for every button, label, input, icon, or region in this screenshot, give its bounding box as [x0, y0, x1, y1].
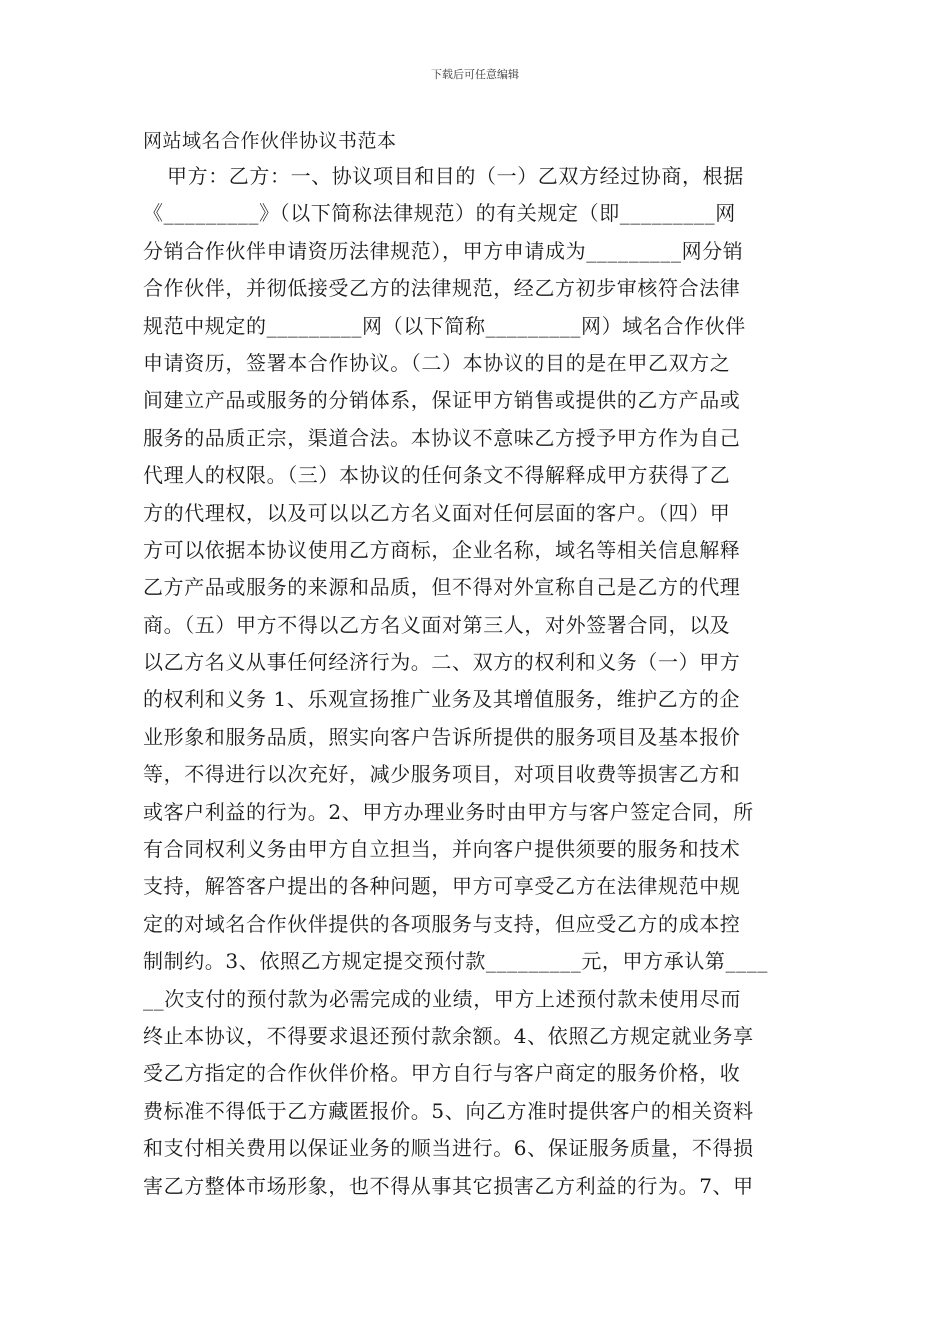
body-line: 方的代理权，以及可以以乙方名义面对任何层面的客户。（四）甲 — [143, 500, 731, 525]
body-line: 甲方：乙方：一、协议项目和目的（一）乙双方经过协商，根据 — [167, 164, 744, 188]
body-line: 或客户利益的行为。2、甲方办理业务时由甲方与客户签定合同，所 — [143, 799, 754, 824]
page-header: 下载后可任意编辑 — [431, 68, 519, 81]
document-title: 网站域名合作伙伴协议书范本 — [143, 130, 397, 152]
body-line: 的权利和义务 1、乐观宣扬推广业务及其增值服务，维护乙方的企 — [143, 687, 741, 712]
body-line: 定的对域名合作伙伴提供的各项服务与支持，但应受乙方的成本控 — [143, 911, 741, 936]
body-line: 方可以依据本协议使用乙方商标，企业名称，域名等相关信息解释 — [143, 537, 741, 562]
body-line: 业形象和服务品质，照实向客户告诉所提供的服务项目及基本报价 — [143, 724, 741, 749]
body-line: 受乙方指定的合作伙伴价格。甲方自行与客户商定的服务价格，收 — [143, 1061, 741, 1086]
body-line: 服务的品质正宗，渠道合法。本协议不意味乙方授予甲方作为自己 — [143, 425, 741, 450]
body-line: 规范中规定的_________网（以下简称_________网）域名合作伙伴 — [143, 313, 746, 338]
body-line: 等，不得进行以次充好，减少服务项目，对项目收费等损害乙方和 — [143, 762, 741, 787]
body-line: 商。（五）甲方不得以乙方名义面对第三人，对外签署合同，以及 — [143, 612, 731, 637]
body-line: 申请资历，签署本合作协议。（二）本协议的目的是在甲乙双方之 — [143, 350, 731, 375]
body-line: 制制约。3、依照乙方规定提交预付款_________元，甲方承认第____ — [143, 949, 768, 974]
body-line: 分销合作伙伴申请资历法律规范），甲方申请成为_________网分销 — [143, 238, 744, 263]
body-line: 以乙方名义从事任何经济行为。二、双方的权利和义务（一）甲方 — [143, 650, 741, 675]
document-body — [143, 158, 811, 1205]
body-line: 费标准不得低于乙方藏匿报价。5、向乙方准时提供客户的相关资料 — [143, 1098, 754, 1123]
body-line: __次支付的预付款为必需完成的业绩，甲方上述预付款未使用尽而 — [143, 986, 741, 1011]
body-line: 有合同权利义务由甲方自立担当，并向客户提供须要的服务和技术 — [143, 837, 741, 862]
body-line: 间建立产品或服务的分销体系，保证甲方销售或提供的乙方产品或 — [143, 388, 741, 413]
body-line: 害乙方整体市场形象，也不得从事其它损害乙方利益的行为。7、甲 — [143, 1173, 754, 1198]
body-line: 代理人的权限。（三）本协议的任何条文不得解释成甲方获得了乙 — [143, 463, 731, 488]
body-line: 乙方产品或服务的来源和品质，但不得对外宣称自己是乙方的代理 — [143, 575, 741, 600]
body-line: 合作伙伴，并彻低接受乙方的法律规范，经乙方初步审核符合法律 — [143, 276, 741, 301]
body-line: 和支付相关费用以保证业务的顺当进行。6、保证服务质量，不得损 — [143, 1136, 754, 1161]
body-line: 《_________》（以下简称法律规范）的有关规定（即_________网 — [143, 201, 736, 226]
body-line: 支持，解答客户提出的各种问题，甲方可享受乙方在法律规范中规 — [143, 874, 741, 899]
body-line: 终止本协议，不得要求退还预付款余额。4、依照乙方规定就业务享 — [143, 1023, 754, 1048]
